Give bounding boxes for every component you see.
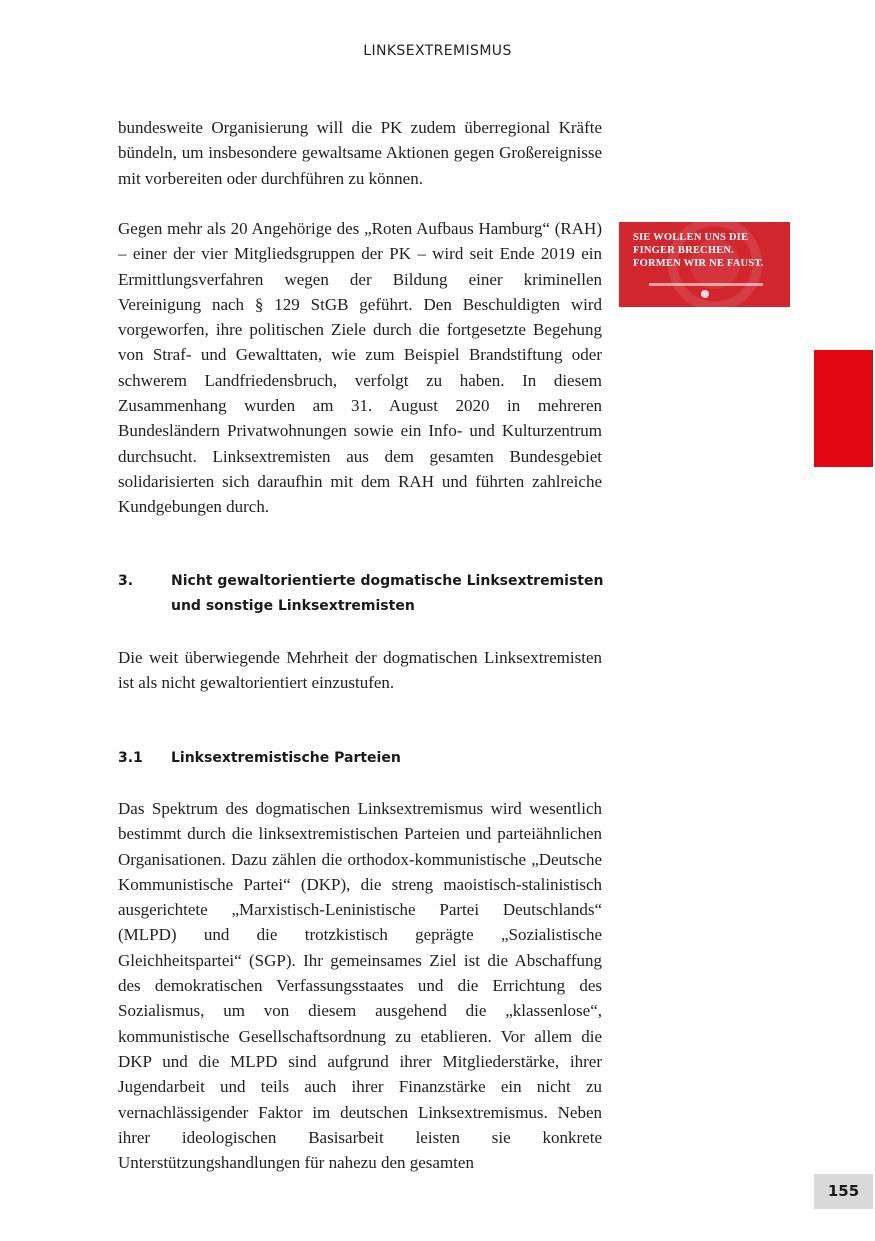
heading-number: 3. (118, 573, 134, 589)
poster-slogan (633, 231, 764, 270)
protest-poster-image (619, 222, 790, 307)
heading-section-3-1 (118, 746, 608, 771)
heading-title: Linksextremistische Parteien (171, 750, 401, 766)
page-number: 155 (814, 1174, 873, 1209)
paragraph-parteien: Das Spektrum des dogmatischen Linksextremismus wird wesentlich bestimmt durch die linksextremistischen Parteien und parteiähnlichen Organisationen. Dazu zählen die orthodox-kommunistische „Deutsche Kommunistische Partei“ (DKP), die streng maoistisch-stalinistisch ausgerichtete „Marxistisch-Leninistische Partei Deutschlands“ (MLPD) und die trotzkistisch geprägte „Sozialistische Gleichheitspartei“ (SGP). Ihr gemeinsames Ziel ist die Abschaffung des demokratischen Verfassungsstaates und die Errichtung des Sozialismus, um von diesem ausgehend die „klassenlose“, kommunistische Gesellschaftsordnung zu etablieren. Vor allem die DKP und die MLPD sind aufgrund ihrer Mitgliederstärke, ihrer Jugendarbeit und teils auch ihrer Finanzstärke ein nicht zu vernachlässigender Faktor im deutschen Linksextremismus. Neben ihrer ideologischen Basisarbeit leisten sie konkrete Unterstützungshandlungen für nahezu den gesamten (118, 799, 602, 1173)
paragraph-roter-aufbau: Gegen mehr als 20 Angehörige des „Roten Aufbaus Hamburg“ (RAH) – einer der vier Mitgliedsgruppen der PK – wird seit Ende 2019 ein Ermittlungsverfahren wegen der Bildung einer kriminellen Vereinigung nach § 129 StGB geführt. Den Beschuldigten wird vorgeworfen, ihre politischen Ziele durch die fortgesetzte Begehung von Straf- und Gewalttaten, wie zum Beispiel Brandstiftung oder schwerem Landfriedensbruch, verfolgt zu haben. In diesem Zusammenhang wurden am 31. August 2020 in mehreren Bundesländern Privatwohnungen sowie ein Info- und Kulturzentrum durchsucht. Linksextremisten aus dem gesamten Bundesgebiet solidarisierten sich daraufhin mit dem RAH und führten zahlreiche Kundgebungen durch. (118, 219, 602, 517)
heading-title: Nicht gewaltorientierte dogmatische Linksextremisten und sonstige Linksextremisten (171, 573, 604, 614)
poster-line-2: FINGER BRECHEN. (633, 245, 735, 256)
paragraph-organisation: bundesweite Organisierung will die PK zudem überregional Kräfte bündeln, um insbesondere gewaltsame Aktionen gegen Großereignisse mit vorbereiten oder durchführen zu können. (118, 118, 602, 188)
poster-line-1: SIE WOLLEN UNS DIE (633, 232, 749, 243)
running-head: LINKSEXTREMISMUS (363, 43, 512, 59)
poster-emblem-icon (701, 290, 709, 298)
paragraph-mehrheit: Die weit überwiegende Mehrheit der dogmatischen Linksextremisten ist als nicht gewaltorientiert einzustufen. (118, 648, 602, 693)
poster-line-3: FORMEN WIR NE FAUST. (633, 258, 764, 269)
heading-number: 3.1 (118, 750, 143, 766)
chapter-side-tab (814, 350, 873, 467)
heading-section-3 (118, 569, 608, 619)
poster-fine-print (649, 283, 763, 286)
